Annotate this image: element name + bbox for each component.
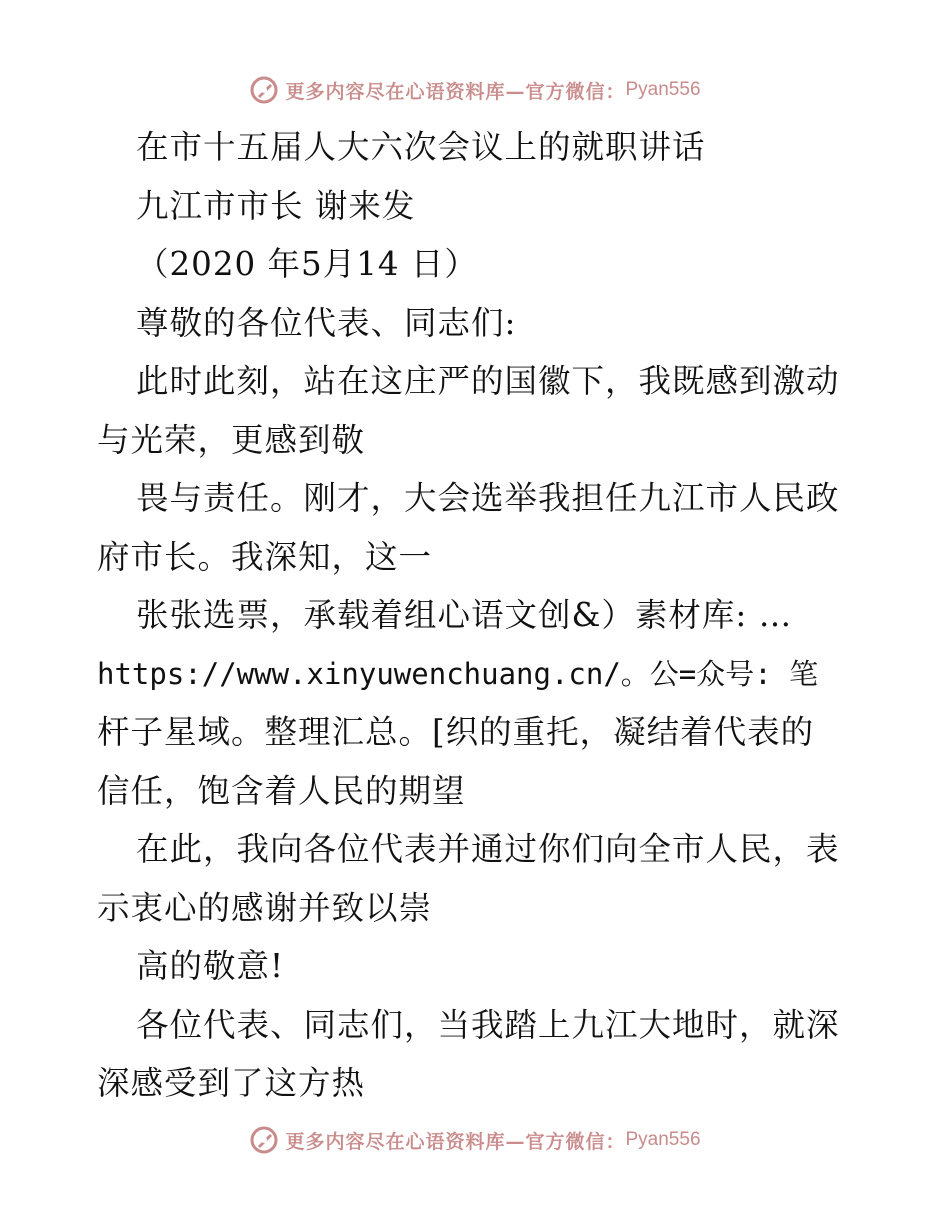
watermark-banner-top — [0, 70, 950, 110]
watermark-text: 更多内容尽在心语资料库—官方微信： — [285, 1130, 626, 1153]
document-date: （2020 年5月14 日） — [136, 245, 478, 283]
pen-logo-icon — [249, 75, 279, 105]
watermark-wechat-id: Pyan556 — [625, 1129, 701, 1150]
watermark-wechat-id: Pyan556 — [625, 79, 701, 100]
paragraph-line: 在此，我向各位代表并通过你们向全市人民，表 — [136, 830, 840, 868]
paragraph-line: 杆子星域。整理汇总。[织的重托，凝结着代表的 — [97, 713, 815, 751]
pen-logo-icon — [249, 1125, 279, 1155]
watermark-text: 更多内容尽在心语资料库—官方微信： — [285, 80, 626, 103]
paragraph-line: 信任，饱含着人民的期望 — [97, 771, 466, 810]
paragraph-line: 张张选票，承载着组心语文创&）素材库: … — [136, 596, 793, 634]
paragraph-line: 此时此刻，站在这庄严的国徽下，我既感到激动 — [136, 362, 840, 400]
document-title: 在市十五届人大六次会议上的就职讲话 — [136, 128, 706, 166]
paragraph-line-url: https://www.xinyuwenchuang.cn/。公=众号: 笔 — [97, 656, 819, 691]
paragraph-line: 府市长。我深知，这一 — [97, 537, 433, 576]
paragraph-line: 高的敬意! — [136, 947, 285, 985]
paragraph-line: 深感受到了这方热 — [97, 1064, 366, 1102]
paragraph-line: 畏与责任。刚才，大会选举我担任九江市人民政 — [136, 479, 840, 517]
paragraph-line: 与光荣，更感到敬 — [97, 420, 366, 459]
paragraph-line: 示衷心的感谢并致以崇 — [97, 888, 433, 927]
document-author: 九江市市长 谢来发 — [136, 186, 416, 225]
document-body — [97, 118, 857, 1113]
paragraph-line: 各位代表、同志们，当我踏上九江大地时，就深 — [136, 1005, 840, 1044]
salutation: 尊敬的各位代表、同志们: — [136, 303, 517, 342]
watermark-banner-bottom — [0, 1120, 950, 1160]
